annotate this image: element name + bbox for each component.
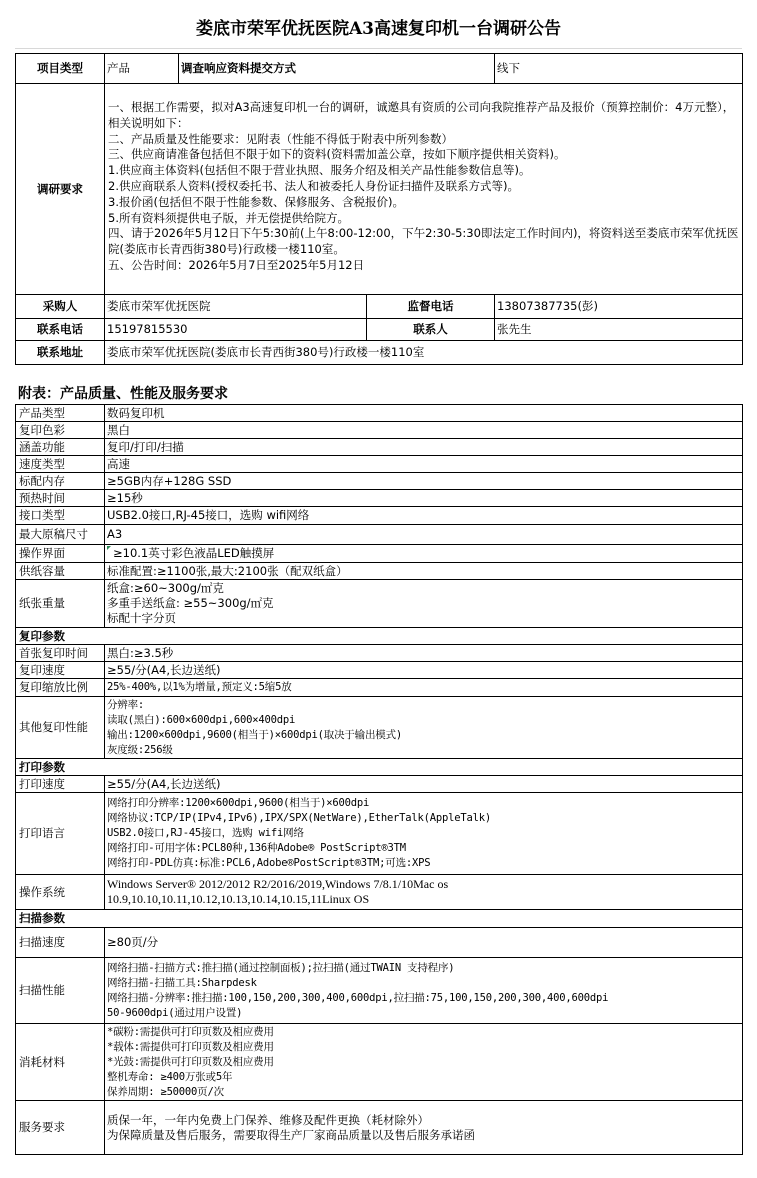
spec-value	[105, 875, 743, 910]
spec-line: 网络打印-PDL仿真:标准:PCL6,Adobe®PostScript®3TM;可选:XPS	[107, 857, 431, 869]
spec-line: *光鼓:需提供可打印页数及相应费用	[107, 1055, 274, 1068]
address-label: 联系地址	[16, 341, 105, 365]
address-row	[16, 341, 743, 365]
spec-value: 标准配置:≥1100张,最大:2100张（配双纸盒）	[105, 563, 743, 580]
spec-line: 质保一年，一年内免费上门保养、维修及配件更换（耗材除外）	[107, 1112, 429, 1127]
requirements-row	[16, 84, 743, 295]
spec-line: 分辨率:	[107, 698, 145, 711]
spec-label: 标配内存	[16, 473, 105, 490]
contact-person-value: 张先生	[495, 319, 743, 341]
supervise-phone-label: 监督电话	[367, 295, 495, 319]
spec-value: 25%-400%,以1%为增量,预定义:5缩5放	[105, 679, 743, 697]
spec-label: 供纸容量	[16, 563, 105, 580]
spec-label: 消耗材料	[16, 1024, 105, 1101]
supervise-phone-value: 13807387735(彭)	[495, 295, 743, 319]
spec-line: 网络打印-可用字体:PCL80种,136种Adobe® PostScript®3TM	[107, 842, 406, 854]
spec-value: USB2.0接口,RJ-45接口，选购 wifi网络	[105, 507, 743, 525]
contact-person-label: 联系人	[367, 319, 495, 341]
address-value: 娄底市荣军优抚医院(娄底市长青西街380号)行政楼一楼110室	[105, 341, 743, 365]
spec-label: 打印语言	[16, 793, 105, 875]
purchaser-row	[16, 295, 743, 319]
section-header-scan: 扫描参数	[16, 910, 105, 928]
spec-line: USB2.0接口,RJ-45接口，选购 wifi网络	[107, 827, 304, 839]
purchaser-value: 娄底市荣军优抚医院	[105, 295, 367, 319]
spec-value: A3	[105, 525, 743, 545]
requirement-line: 一、根据工作需要，拟对A3高速复印机一台的调研，诚邀具有资质的公司向我院推荐产品及报价（预算控制价：4万元整），相关说明如下：	[108, 100, 735, 130]
spec-line: 多重手送纸盒: ≥55~300g/㎡克	[107, 596, 274, 610]
spec-line: *载体:需提供可打印页数及相应费用	[107, 1040, 274, 1053]
requirement-line: 四、请于2026年5月12日下午5:30前(上午8:00-12:00，下午2:30-5:30即法定工作时间内)，将资料送至娄底市荣军优抚医院(娄底市长青西街380号)行政楼一楼110室。	[108, 226, 739, 257]
requirement-line: 1.供应商主体资料(包括但不限于营业执照、服务介绍及相关产品性能参数信息等)。	[108, 163, 531, 178]
spec-value: ≥80页/分	[105, 928, 743, 958]
appendix-title: 附表：产品质量、性能及服务要求	[18, 386, 228, 402]
section-spacer	[105, 759, 743, 776]
section-spacer	[105, 628, 743, 645]
spec-line: 读取(黑白):600×600dpi,600×400dpi	[107, 713, 296, 726]
spec-value: 复印/打印/扫描	[105, 439, 743, 456]
comment-marker-icon	[107, 546, 111, 550]
spec-line: 网络扫描-分辨率:推扫描:100,150,200,300,400,600dpi,拉扫描:75,100,150,200,300,400,600dpi	[107, 991, 609, 1004]
spec-label: 产品类型	[16, 405, 105, 422]
spec-label: 速度类型	[16, 456, 105, 473]
spec-value	[105, 580, 743, 628]
spec-value: ≥5GB内存+128G SSD	[105, 473, 743, 490]
spec-value	[105, 1024, 743, 1101]
section-spacer	[105, 910, 743, 928]
spec-label: 涵盖功能	[16, 439, 105, 456]
requirement-line: 3.报价函(包括但不限于性能参数、保修服务、含税报价)。	[108, 194, 404, 209]
spec-label: 纸张重量	[16, 580, 105, 628]
requirement-line: 五、公告时间：2026年5月7日至2025年5月12日	[108, 257, 365, 272]
spec-label: 扫描速度	[16, 928, 105, 958]
spec-label: 打印速度	[16, 776, 105, 793]
spec-value	[105, 1101, 743, 1155]
purchaser-label: 采购人	[16, 295, 105, 319]
spec-value: 数码复印机	[105, 405, 743, 422]
page-title: 娄底市荣军优抚医院A3高速复印机一台调研公告	[15, 14, 742, 49]
spec-value	[105, 793, 743, 875]
spec-line: 网络协议:TCP/IP(IPv4,IPv6),IPX/SPX(NetWare),EtherTalk(AppleTalk)	[107, 812, 492, 824]
requirement-line: 5.所有资料须提供电子版，并无偿提供给院方。	[108, 210, 349, 225]
spec-table	[15, 404, 743, 1155]
spec-label: 首张复印时间	[16, 645, 105, 662]
spec-line: 整机寿命: ≥400万张或5年	[107, 1070, 233, 1083]
spec-line: 保养周期: ≥50000页/次	[107, 1085, 224, 1098]
spec-line: 纸盒:≥60~300g/㎡克	[107, 581, 224, 595]
spec-line: 输出:1200×600dpi,9600(相当于)×600dpi(取决于输出模式)	[107, 728, 403, 741]
spec-label: 复印缩放比例	[16, 679, 105, 697]
spec-label: 操作界面	[16, 545, 105, 563]
spec-line: Windows Server® 2012/2012 R2/2016/2019,Windows 7/8.1/10Mac os	[107, 877, 449, 891]
requirements-text	[105, 84, 743, 295]
spec-value: ≥55/分(A4,长边送纸)	[105, 776, 743, 793]
requirement-line: 2.供应商联系人资料(授权委托书、法人和被委托人身份证扫描件及联系方式等)。	[108, 178, 519, 193]
spec-value	[105, 958, 743, 1024]
spec-line: 灰度级:256级	[107, 743, 173, 756]
spec-label: 接口类型	[16, 507, 105, 525]
section-header-copy: 复印参数	[16, 628, 105, 645]
spec-line: 标配十字分页	[107, 611, 176, 625]
spec-value-text: ≥10.1英寸彩色液晶LED触摸屏	[113, 546, 275, 560]
spec-line: 50-9600dpi(通过用户设置)	[107, 1006, 243, 1019]
spec-value	[105, 697, 743, 759]
requirement-line: 二、产品质量及性能要求：见附表（性能不得低于附表中所列参数）	[108, 131, 453, 146]
spec-label: 其他复印性能	[16, 697, 105, 759]
spec-label: 最大原稿尺寸	[16, 525, 105, 545]
contact-phone-value: 15197815530	[105, 319, 367, 341]
spec-label: 服务要求	[16, 1101, 105, 1155]
spec-line: 网络扫描-扫描工具:Sharpdesk	[107, 976, 257, 989]
contact-phone-label: 联系电话	[16, 319, 105, 341]
section-header-print: 打印参数	[16, 759, 105, 776]
spec-label: 复印色彩	[16, 422, 105, 439]
spec-value	[105, 545, 743, 563]
spec-label: 预热时间	[16, 490, 105, 507]
submit-method-label: 调查响应资料提交方式	[179, 54, 495, 84]
contact-phone-row	[16, 319, 743, 341]
spec-value: 高速	[105, 456, 743, 473]
project-type-label: 项目类型	[16, 54, 105, 84]
spec-line: 为保障质量及售后服务，需要取得生产厂家商品质量以及售后服务承诺函	[107, 1127, 475, 1142]
spec-value: ≥55/分(A4,长边送纸)	[105, 662, 743, 679]
spec-value: 黑白	[105, 422, 743, 439]
spec-line: 10.9,10.10,10.11,10.12,10.13,10.14,10.15,11Linux OS	[107, 892, 370, 906]
spec-label: 扫描性能	[16, 958, 105, 1024]
notice-table	[15, 53, 743, 365]
spec-value: ≥15秒	[105, 490, 743, 507]
requirement-line: 三、供应商请准备包括但不限于如下的资料(资料需加盖公章，按如下顺序提供相关资料)。	[108, 147, 566, 162]
spec-line: 网络打印分辨率:1200×600dpi,9600(相当于)×600dpi	[107, 797, 370, 809]
spec-line: 网络扫描-扫描方式:推扫描(通过控制面板);拉扫描(通过TWAIN 支持程序)	[107, 961, 455, 974]
project-type-row	[16, 54, 743, 84]
submit-method-value: 线下	[495, 54, 743, 84]
spec-label: 复印速度	[16, 662, 105, 679]
spec-value: 黑白:≥3.5秒	[105, 645, 743, 662]
spec-line: *碳粉:需提供可打印页数及相应费用	[107, 1025, 274, 1038]
project-type-value: 产品	[105, 54, 179, 84]
spec-label: 操作系统	[16, 875, 105, 910]
requirements-label: 调研要求	[16, 84, 105, 295]
